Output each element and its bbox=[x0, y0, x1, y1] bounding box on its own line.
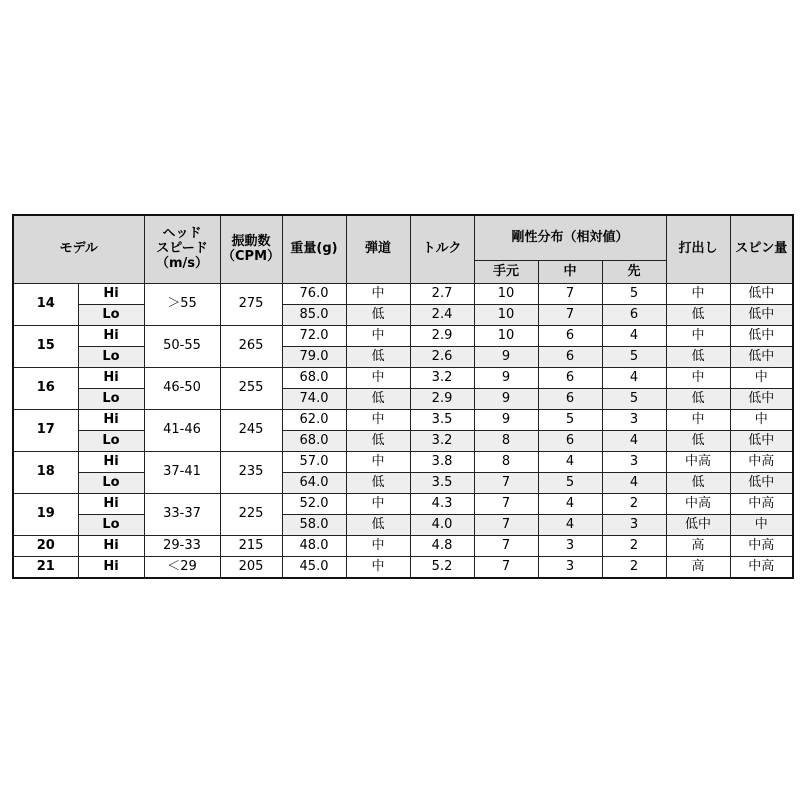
spin-cell: 中 bbox=[730, 368, 793, 389]
torque-cell: 2.9 bbox=[410, 389, 474, 410]
model-cell: 14 bbox=[13, 284, 78, 326]
table-row bbox=[13, 347, 793, 368]
spin-cell: 低中 bbox=[730, 431, 793, 452]
spin-cell: 中 bbox=[730, 515, 793, 536]
mid-cell: 6 bbox=[538, 326, 602, 347]
frequency-cell: 235 bbox=[220, 452, 282, 494]
weight-cell: 57.0 bbox=[282, 452, 346, 473]
launch-cell: 低 bbox=[666, 305, 730, 326]
model-cell: 16 bbox=[13, 368, 78, 410]
table-row bbox=[13, 389, 793, 410]
weight-cell: 79.0 bbox=[282, 347, 346, 368]
butt-cell: 7 bbox=[474, 515, 538, 536]
table-row bbox=[13, 326, 793, 347]
mid-cell: 3 bbox=[538, 536, 602, 557]
mid-cell: 4 bbox=[538, 494, 602, 515]
weight-cell: 72.0 bbox=[282, 326, 346, 347]
launch-cell: 中 bbox=[666, 284, 730, 305]
torque-cell: 3.8 bbox=[410, 452, 474, 473]
table-row bbox=[13, 557, 793, 579]
trajectory-cell: 中 bbox=[346, 536, 410, 557]
weight-cell: 85.0 bbox=[282, 305, 346, 326]
launch-cell: 低 bbox=[666, 431, 730, 452]
header-model: モデル bbox=[13, 215, 144, 284]
header-head-speed: ヘッド スピード （m/s） bbox=[144, 215, 220, 284]
weight-cell: 52.0 bbox=[282, 494, 346, 515]
tip-cell: 4 bbox=[602, 431, 666, 452]
weight-cell: 68.0 bbox=[282, 431, 346, 452]
shaft-spec-table bbox=[12, 214, 794, 579]
spin-cell: 低中 bbox=[730, 473, 793, 494]
frequency-cell: 255 bbox=[220, 368, 282, 410]
trajectory-cell: 中 bbox=[346, 557, 410, 579]
model-cell: 21 bbox=[13, 557, 78, 579]
trajectory-cell: 低 bbox=[346, 389, 410, 410]
launch-cell: 中 bbox=[666, 326, 730, 347]
mid-cell: 7 bbox=[538, 305, 602, 326]
table-row bbox=[13, 431, 793, 452]
spin-cell: 低中 bbox=[730, 389, 793, 410]
weight-cell: 76.0 bbox=[282, 284, 346, 305]
flex-cell: Hi bbox=[78, 284, 144, 305]
flex-cell: Lo bbox=[78, 473, 144, 494]
header-weight: 重量(g) bbox=[282, 215, 346, 284]
frequency-cell: 225 bbox=[220, 494, 282, 536]
trajectory-cell: 中 bbox=[346, 368, 410, 389]
torque-cell: 4.3 bbox=[410, 494, 474, 515]
table-row bbox=[13, 452, 793, 473]
tip-cell: 4 bbox=[602, 326, 666, 347]
header-frequency: 振動数 （CPM） bbox=[220, 215, 282, 284]
table-row bbox=[13, 284, 793, 305]
spin-cell: 中 bbox=[730, 410, 793, 431]
flex-cell: Hi bbox=[78, 326, 144, 347]
weight-cell: 62.0 bbox=[282, 410, 346, 431]
table-row bbox=[13, 305, 793, 326]
trajectory-cell: 低 bbox=[346, 347, 410, 368]
head-speed-cell: ＜29 bbox=[144, 557, 220, 579]
torque-cell: 3.2 bbox=[410, 368, 474, 389]
tip-cell: 3 bbox=[602, 410, 666, 431]
tip-cell: 5 bbox=[602, 284, 666, 305]
torque-cell: 3.5 bbox=[410, 410, 474, 431]
model-cell: 17 bbox=[13, 410, 78, 452]
spin-cell: 中高 bbox=[730, 536, 793, 557]
frequency-cell: 215 bbox=[220, 536, 282, 557]
flex-cell: Hi bbox=[78, 410, 144, 431]
torque-cell: 3.2 bbox=[410, 431, 474, 452]
tip-cell: 2 bbox=[602, 557, 666, 579]
spin-cell: 低中 bbox=[730, 305, 793, 326]
flex-cell: Lo bbox=[78, 305, 144, 326]
header-stiffness-butt: 手元 bbox=[474, 261, 538, 284]
torque-cell: 2.7 bbox=[410, 284, 474, 305]
weight-cell: 68.0 bbox=[282, 368, 346, 389]
frequency-cell: 205 bbox=[220, 557, 282, 579]
tip-cell: 5 bbox=[602, 389, 666, 410]
torque-cell: 2.9 bbox=[410, 326, 474, 347]
butt-cell: 9 bbox=[474, 389, 538, 410]
header-launch: 打出し bbox=[666, 215, 730, 284]
spin-cell: 低中 bbox=[730, 326, 793, 347]
tip-cell: 3 bbox=[602, 515, 666, 536]
butt-cell: 9 bbox=[474, 368, 538, 389]
trajectory-cell: 中 bbox=[346, 452, 410, 473]
butt-cell: 8 bbox=[474, 431, 538, 452]
head-speed-cell: 46-50 bbox=[144, 368, 220, 410]
table-row bbox=[13, 410, 793, 431]
launch-cell: 低 bbox=[666, 347, 730, 368]
tip-cell: 5 bbox=[602, 347, 666, 368]
butt-cell: 9 bbox=[474, 347, 538, 368]
torque-cell: 4.8 bbox=[410, 536, 474, 557]
weight-cell: 64.0 bbox=[282, 473, 346, 494]
mid-cell: 3 bbox=[538, 557, 602, 579]
trajectory-cell: 低 bbox=[346, 305, 410, 326]
butt-cell: 9 bbox=[474, 410, 538, 431]
launch-cell: 中 bbox=[666, 368, 730, 389]
flex-cell: Lo bbox=[78, 347, 144, 368]
frequency-cell: 245 bbox=[220, 410, 282, 452]
mid-cell: 6 bbox=[538, 368, 602, 389]
flex-cell: Hi bbox=[78, 452, 144, 473]
tip-cell: 4 bbox=[602, 473, 666, 494]
header-stiffness: 剛性分布（相対値） bbox=[474, 215, 666, 261]
header-stiffness-mid: 中 bbox=[538, 261, 602, 284]
tip-cell: 6 bbox=[602, 305, 666, 326]
launch-cell: 高 bbox=[666, 536, 730, 557]
table-row bbox=[13, 368, 793, 389]
head-speed-cell: 41-46 bbox=[144, 410, 220, 452]
table-row bbox=[13, 473, 793, 494]
launch-cell: 低 bbox=[666, 389, 730, 410]
weight-cell: 74.0 bbox=[282, 389, 346, 410]
mid-cell: 4 bbox=[538, 515, 602, 536]
flex-cell: Hi bbox=[78, 536, 144, 557]
spin-cell: 低中 bbox=[730, 284, 793, 305]
launch-cell: 低中 bbox=[666, 515, 730, 536]
mid-cell: 5 bbox=[538, 473, 602, 494]
head-speed-cell: 50-55 bbox=[144, 326, 220, 368]
mid-cell: 6 bbox=[538, 431, 602, 452]
butt-cell: 7 bbox=[474, 494, 538, 515]
trajectory-cell: 中 bbox=[346, 410, 410, 431]
torque-cell: 3.5 bbox=[410, 473, 474, 494]
head-speed-cell: 37-41 bbox=[144, 452, 220, 494]
torque-cell: 2.4 bbox=[410, 305, 474, 326]
tip-cell: 2 bbox=[602, 536, 666, 557]
table-body bbox=[13, 284, 793, 579]
header-spin: スピン量 bbox=[730, 215, 793, 284]
mid-cell: 5 bbox=[538, 410, 602, 431]
spin-cell: 中高 bbox=[730, 452, 793, 473]
flex-cell: Hi bbox=[78, 368, 144, 389]
trajectory-cell: 中 bbox=[346, 326, 410, 347]
weight-cell: 48.0 bbox=[282, 536, 346, 557]
launch-cell: 中高 bbox=[666, 452, 730, 473]
torque-cell: 2.6 bbox=[410, 347, 474, 368]
mid-cell: 6 bbox=[538, 389, 602, 410]
butt-cell: 7 bbox=[474, 557, 538, 579]
weight-cell: 45.0 bbox=[282, 557, 346, 579]
header-torque: トルク bbox=[410, 215, 474, 284]
trajectory-cell: 中 bbox=[346, 494, 410, 515]
tip-cell: 3 bbox=[602, 452, 666, 473]
trajectory-cell: 低 bbox=[346, 431, 410, 452]
launch-cell: 低 bbox=[666, 473, 730, 494]
model-cell: 18 bbox=[13, 452, 78, 494]
table-row bbox=[13, 536, 793, 557]
butt-cell: 8 bbox=[474, 452, 538, 473]
header-stiffness-tip: 先 bbox=[602, 261, 666, 284]
mid-cell: 4 bbox=[538, 452, 602, 473]
tip-cell: 2 bbox=[602, 494, 666, 515]
butt-cell: 7 bbox=[474, 473, 538, 494]
flex-cell: Hi bbox=[78, 494, 144, 515]
torque-cell: 4.0 bbox=[410, 515, 474, 536]
table-row bbox=[13, 494, 793, 515]
weight-cell: 58.0 bbox=[282, 515, 346, 536]
flex-cell: Lo bbox=[78, 515, 144, 536]
butt-cell: 10 bbox=[474, 305, 538, 326]
head-speed-cell: ＞55 bbox=[144, 284, 220, 326]
head-speed-cell: 29-33 bbox=[144, 536, 220, 557]
spin-cell: 中高 bbox=[730, 494, 793, 515]
torque-cell: 5.2 bbox=[410, 557, 474, 579]
head-speed-cell: 33-37 bbox=[144, 494, 220, 536]
header-trajectory: 弾道 bbox=[346, 215, 410, 284]
model-cell: 15 bbox=[13, 326, 78, 368]
flex-cell: Hi bbox=[78, 557, 144, 579]
trajectory-cell: 低 bbox=[346, 473, 410, 494]
model-cell: 20 bbox=[13, 536, 78, 557]
mid-cell: 6 bbox=[538, 347, 602, 368]
trajectory-cell: 中 bbox=[346, 284, 410, 305]
flex-cell: Lo bbox=[78, 389, 144, 410]
launch-cell: 中高 bbox=[666, 494, 730, 515]
spin-cell: 中高 bbox=[730, 557, 793, 579]
frequency-cell: 275 bbox=[220, 284, 282, 326]
model-cell: 19 bbox=[13, 494, 78, 536]
butt-cell: 10 bbox=[474, 326, 538, 347]
launch-cell: 中 bbox=[666, 410, 730, 431]
launch-cell: 高 bbox=[666, 557, 730, 579]
tip-cell: 4 bbox=[602, 368, 666, 389]
table-row bbox=[13, 515, 793, 536]
flex-cell: Lo bbox=[78, 431, 144, 452]
mid-cell: 7 bbox=[538, 284, 602, 305]
frequency-cell: 265 bbox=[220, 326, 282, 368]
trajectory-cell: 低 bbox=[346, 515, 410, 536]
butt-cell: 7 bbox=[474, 536, 538, 557]
butt-cell: 10 bbox=[474, 284, 538, 305]
spin-cell: 低中 bbox=[730, 347, 793, 368]
